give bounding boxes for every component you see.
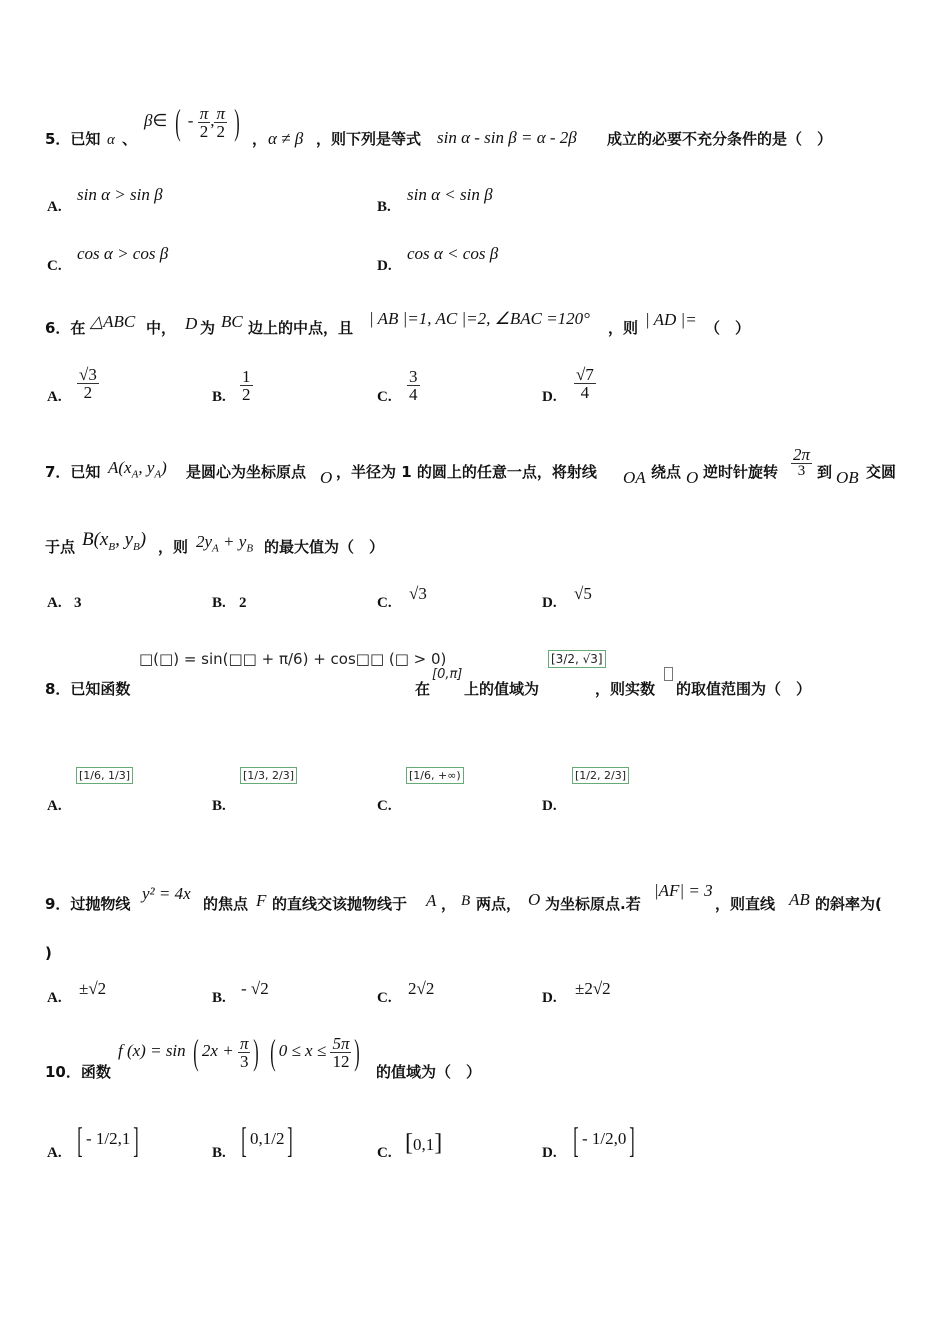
q8-option-b-label: B. xyxy=(212,798,226,814)
q5-beta-interval: β∈ ( - $\frac{\pi}{2}$ , $\frac{\pi}{2}$ ) xyxy=(144,102,240,142)
q6-text1: 中， xyxy=(146,319,177,337)
q9-text4: 两点， xyxy=(476,895,522,913)
q10-text1: 的值域为（ ） xyxy=(376,1063,482,1081)
q9-option-c: 2√2 xyxy=(408,979,435,998)
q8-option-d: [1/2, 2/3] xyxy=(572,767,629,784)
q6-option-a-label: A. xyxy=(47,389,62,405)
q7-text3: 绕点 xyxy=(651,463,682,481)
q9-option-b: - √2 xyxy=(241,979,269,998)
q7-text7: ，则 xyxy=(158,538,189,556)
q9-text2: 的直线交该抛物线于 xyxy=(272,895,408,913)
q6-AD: | AD |= xyxy=(645,310,697,329)
q7-option-c: √3 xyxy=(409,584,427,603)
q10-number: 10．函数 xyxy=(45,1063,111,1081)
q7-point-A: $A(x_A$, $y_A$) xyxy=(108,458,167,481)
q8-function-formula: □(□) = sin(□□ + π/6) + cos□□ (□ > 0) xyxy=(139,650,447,668)
q6-option-b: $\frac{1}{2}$ xyxy=(242,367,251,404)
q7-OB: OB xyxy=(836,468,859,487)
q9-number: 9．过抛物线 xyxy=(45,895,131,913)
q7-option-c-label: C. xyxy=(377,595,392,611)
q6-text5: （ ） xyxy=(705,319,751,337)
q5-option-b: sin α < sin β xyxy=(407,185,493,204)
q5-option-d: cos α < cos β xyxy=(407,244,499,263)
q5-option-c: cos α > cos β xyxy=(77,244,169,263)
q7-option-d: √5 xyxy=(574,584,592,603)
q7-line2-text: 于点 xyxy=(45,538,76,556)
q6-option-b-label: B. xyxy=(212,389,226,405)
q7-O: O xyxy=(320,468,333,487)
q8-option-a: [1/6, 1/3] xyxy=(76,767,133,784)
q7-option-b: 2 xyxy=(239,595,247,611)
q8-omega-placeholder xyxy=(664,667,673,681)
q7-OA: OA xyxy=(623,468,646,487)
q10-option-c-label: C. xyxy=(377,1145,392,1161)
q8-option-c: [1/6, +∞) xyxy=(406,767,464,784)
q10-option-d-label: D. xyxy=(542,1145,557,1161)
q5-comma: ， xyxy=(252,130,268,148)
q10-function: f (x) = sin ( 2x + $\frac{\pi}{3}$ ) ( 0 ≤ x ≤ $\frac{5\pi}{12}$ ) xyxy=(118,1032,361,1072)
q8-option-d-label: D. xyxy=(542,798,557,814)
q7-option-a: 3 xyxy=(74,595,82,611)
q7-text4: 逆时针旋转 xyxy=(703,463,779,481)
q6-condition: | AB |=1, AC |=2, ∠BAC =120° xyxy=(369,309,590,328)
q9-F: F xyxy=(256,891,267,910)
q8-text4: 的取值范围为（ ） xyxy=(676,680,812,698)
q9-option-a-label: A. xyxy=(47,990,62,1006)
q5-option-b-label: B. xyxy=(377,199,391,215)
q7-option-b-label: B. xyxy=(212,595,226,611)
q6-BC: BC xyxy=(221,312,243,331)
q5-option-a: sin α > sin β xyxy=(77,185,163,204)
q8-option-b: [1/3, 2/3] xyxy=(240,767,297,784)
q5-number: 5．已知 xyxy=(45,130,101,148)
q8-text1: 在 xyxy=(415,680,431,698)
q5-sep: 、 xyxy=(122,130,138,148)
q7-text2: ，半径为 1 的圆上的任意一点，将射线 xyxy=(336,463,597,481)
q7-option-d-label: D. xyxy=(542,595,557,611)
q6-number: 6．在 xyxy=(45,319,86,337)
q5-neq: α ≠ β xyxy=(268,129,304,148)
q8-range: [3/2, √3] xyxy=(548,650,606,668)
q7-text6: 交圆 xyxy=(866,463,897,481)
q6-D: D xyxy=(185,314,198,333)
q7-text5: 到 xyxy=(817,463,833,481)
q10-option-b-label: B. xyxy=(212,1145,226,1161)
q6-text3: 边上的中点，且 xyxy=(248,319,354,337)
q8-text2: 上的值域为 xyxy=(464,680,540,698)
q9-option-b-label: B. xyxy=(212,990,226,1006)
q7-O-2: O xyxy=(686,468,699,487)
q5-text2: 成立的必要不充分条件的是（ ） xyxy=(607,130,833,148)
q6-option-d: $\frac{√7}{4}$ xyxy=(576,365,594,402)
q8-interval: [0,π] xyxy=(432,667,463,682)
q9-option-a: ±√2 xyxy=(79,979,107,998)
q5-alpha: α xyxy=(107,132,115,148)
q8-number: 8．已知函数 xyxy=(45,680,131,698)
q9-A: A xyxy=(426,891,437,910)
q9-text3: ， xyxy=(441,895,457,913)
q7-option-a-label: A. xyxy=(47,595,62,611)
q6-triangle: △ABC xyxy=(90,312,136,331)
q6-option-a: $\frac{√3}{2}$ xyxy=(79,365,97,402)
q8-text3: ，则实数 xyxy=(595,680,656,698)
q10-option-d: [ - 1/2,0] xyxy=(573,1120,636,1160)
q9-text7: 的斜率为( xyxy=(815,895,882,913)
q7-point-B: $B(x_B$, $y_B$) xyxy=(82,529,147,553)
q10-option-c: [0,1] xyxy=(405,1130,443,1156)
q8-option-a-label: A. xyxy=(47,798,62,814)
q6-option-c-label: C. xyxy=(377,389,392,405)
q8-option-c-label: C. xyxy=(377,798,392,814)
q6-text4: ，则 xyxy=(608,319,639,337)
q9-parabola: y² = 4x xyxy=(142,884,191,903)
q5-option-a-label: A. xyxy=(47,199,62,215)
q9-option-d: ±2√2 xyxy=(575,979,611,998)
q9-text8: ) xyxy=(45,944,52,962)
q10-option-a-label: A. xyxy=(47,1145,62,1161)
q6-option-d-label: D. xyxy=(542,389,557,405)
q6-text2: 为 xyxy=(200,319,216,337)
q9-text6: ，则直线 xyxy=(715,895,776,913)
q9-B: B xyxy=(461,893,471,909)
q9-option-c-label: C. xyxy=(377,990,392,1006)
q9-AF: |AF| = 3 xyxy=(654,881,713,900)
q9-O: O xyxy=(528,890,541,909)
q10-option-a: [ - 1/2,1] xyxy=(77,1120,140,1160)
q5-text1: ，则下列是等式 xyxy=(316,130,422,148)
q5-option-d-label: D. xyxy=(377,258,392,274)
q7-text8: 的最大值为（ ） xyxy=(264,538,385,556)
q6-option-c: $\frac{3}{4}$ xyxy=(409,367,418,404)
q7-number: 7．已知 xyxy=(45,463,101,481)
q9-text1: 的焦点 xyxy=(203,895,249,913)
q5-option-c-label: C. xyxy=(47,258,62,274)
q9-text5: 为坐标原点.若 xyxy=(545,895,641,913)
left-paren: ( xyxy=(174,102,181,142)
right-paren: ) xyxy=(234,102,240,142)
q10-option-b: [ 0,1/2] xyxy=(241,1120,294,1160)
q7-text1: 是圆心为坐标原点 xyxy=(186,463,307,481)
q7-angle: $\frac{2\pi}{3}$ xyxy=(793,445,811,479)
q9-AB: AB xyxy=(789,890,810,909)
q9-option-d-label: D. xyxy=(542,990,557,1006)
q5-equation: sin α - sin β = α - 2β xyxy=(437,128,577,147)
q7-expression: $2y_A + y_B$ xyxy=(196,532,254,555)
